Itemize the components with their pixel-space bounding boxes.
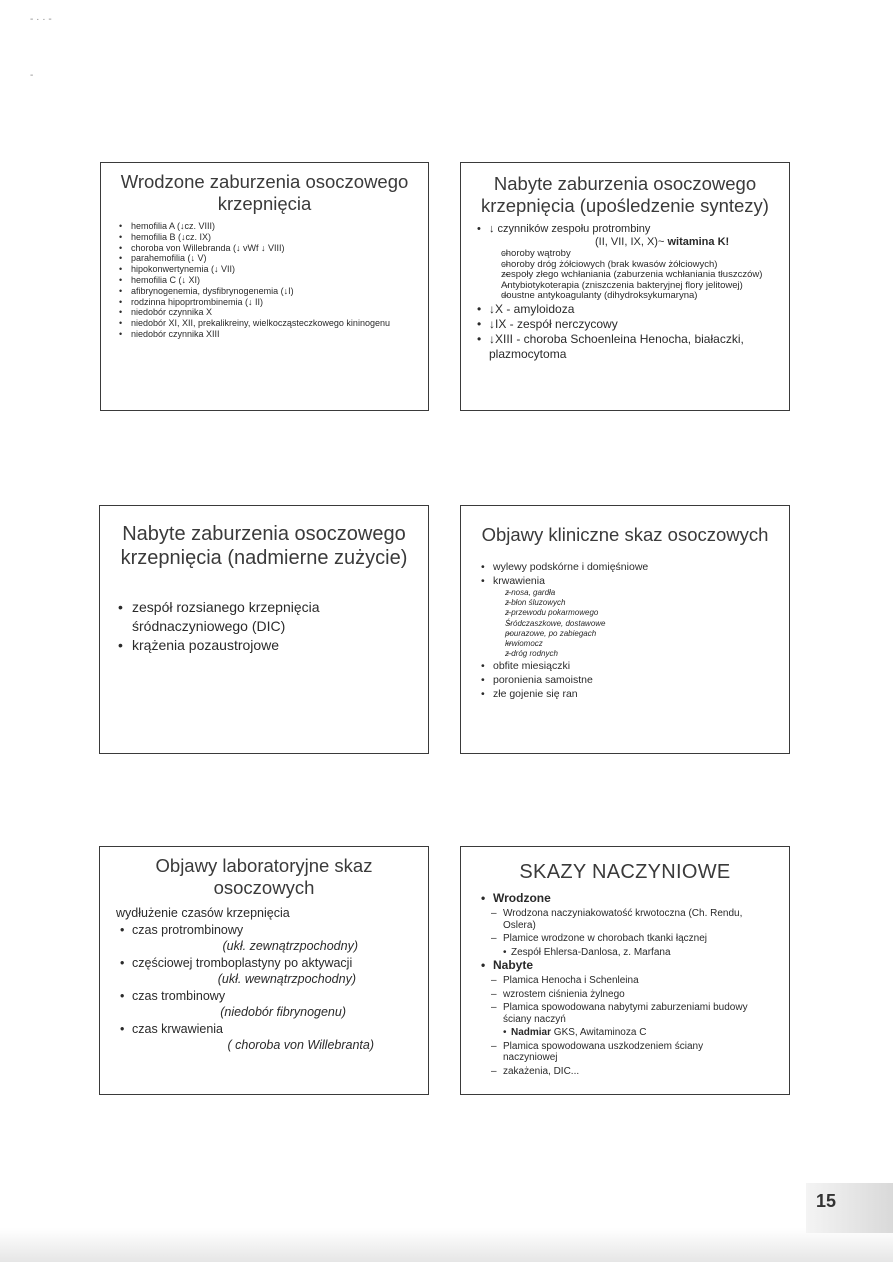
slide-title: Objawy kliniczne skaz osoczowych (481, 524, 769, 545)
vitamin-k-emphasis: witamina K! (667, 236, 730, 248)
list-item: • hemofilia C (↓ XI) (115, 275, 414, 286)
list-item: • obfite miesiączki (477, 659, 777, 673)
list-item-note: (niedobór fibrynogenu) (220, 1005, 346, 1019)
sub-item: – zespoły złego wchłaniania (zaburzenia wchłaniania tłuszczów) (489, 270, 779, 281)
list-item: • hemofilia A (↓cz. VIII) (115, 221, 414, 232)
list-item: • choroba von Willebranda (↓ vWf ↓ VIII) (115, 243, 414, 254)
bullet-list (477, 891, 777, 1077)
scan-mark: - · · - (30, 14, 52, 25)
scan-mark: - (30, 70, 34, 81)
list-item: • złe gojenie się ran (477, 687, 777, 701)
sub-list (489, 249, 779, 302)
bullet-list (116, 922, 414, 1053)
list-item: • czas protrombinowy (116, 922, 414, 938)
list-item: • niedobór XI, XII, prekalikreiny, wielkocząsteczkowego kininogenu (115, 318, 414, 329)
list-item: • wylewy podskórne i domięśniowe (477, 560, 777, 574)
sub-item: – zakażenia, DIC... (477, 1066, 777, 1078)
list-item: • poronienia samoistne (477, 673, 777, 687)
sub-item: – Plamica Henocha i Schenleina (477, 975, 777, 987)
slide-objawy-kliniczne (460, 505, 790, 754)
bullet-list (114, 598, 414, 655)
slide-title: Nabyte zaburzenia osoczowego krzepnięcia (upośledzenie syntezy) (481, 173, 769, 216)
sub-sub-item: • Zespół Ehlersa-Danlosa, z. Marfana (477, 947, 777, 959)
sub-item: – z dróg rodnych (493, 649, 777, 659)
sub-sub-item (477, 1027, 777, 1039)
list-item-text: krwawienia (493, 575, 545, 587)
sub-item: – doustne antykoagulanty (dihydroksykumaryna) (489, 291, 779, 302)
sub-list (493, 588, 777, 659)
list-item: • krążenia pozaustrojowe (114, 636, 414, 655)
list-item: • czas trombinowy (116, 988, 414, 1004)
list-item-note: (ukł. zewnątrzpochodny) (222, 939, 358, 953)
slide-title: Objawy laboratoryjne skaz osoczowych (155, 855, 373, 898)
bullet-list (473, 223, 779, 362)
list-item: • zespół rozsianego krzepnięcia śródnaczyniowego (DIC) (114, 598, 414, 636)
list-item-note: (ukł. wewnątrzpochodny) (217, 972, 356, 986)
sub-item: – Wrodzona naczyniakowatość krwotoczna (Ch. Rendu, Oslera) (477, 908, 777, 931)
list-item-text: ↓ czynników zespołu protrombiny (489, 223, 651, 235)
page-number: 15 (806, 1183, 893, 1233)
list-item: • ↓XIII - choroba Schoenleina Henocha, białaczki, plazmocytoma (473, 332, 779, 362)
sub-item: – wzrostem ciśnienia żylnego (477, 989, 777, 1001)
list-item: • niedobór czynnika XIII (115, 329, 414, 340)
factor-list: (II, VII, IX, X)~ (595, 236, 665, 248)
sub-item: – Plamica spowodowana nabytymi zaburzeniami budowy ściany naczyń (477, 1002, 777, 1025)
sub-item: – krwiomocz (493, 639, 777, 649)
sub-item: – z nosa, gardła (493, 588, 777, 598)
sub-item: – z błon śluzowych (493, 598, 777, 608)
sub-item: – z przewodu pokarmowego (493, 608, 777, 618)
slide-title: SKAZY NACZYNIOWE (519, 861, 731, 883)
group-heading: • Wrodzone (477, 891, 777, 906)
sub-item: – choroby dróg żółciowych (brak kwasów żółciowych) (489, 260, 779, 271)
sub-item: – choroby wątroby (489, 249, 779, 260)
sub-item: – Śródczaszkowe, dostawowe (493, 619, 777, 629)
list-item: • ↓IX - zespół nerczycowy (473, 317, 779, 332)
list-item: • niedobór czynnika X (115, 307, 414, 318)
list-item: • rodzinna hipoprtrombinemia (↓ II) (115, 297, 414, 308)
list-item (477, 574, 777, 659)
group-content (477, 908, 777, 958)
slide-nabyte-nadmierne-zuzycie (99, 505, 429, 754)
list-item: • parahemofilia (↓ V) (115, 253, 414, 264)
sub-list (477, 908, 777, 958)
sub-sub-item-text: GKS, Awitaminoza C (553, 1027, 647, 1038)
slide-skazy-naczyniowe (460, 846, 790, 1095)
list-item: • czas krwawienia (116, 1021, 414, 1037)
list-item: • hipokonwertynemia (↓ VII) (115, 264, 414, 275)
list-item-note: ( choroba von Willebranta) (227, 1038, 374, 1052)
slide-body (116, 905, 414, 1053)
bullet-list (115, 221, 414, 340)
list-item: • ↓X - amyloidoza (473, 302, 779, 317)
sub-item: – Plamice wrodzone w chorobach tkanki łącznej (477, 933, 777, 945)
group-content (477, 975, 777, 1077)
list-item: • częściowej tromboplastyny po aktywacji (116, 955, 414, 971)
slide-title: Nabyte zaburzenia osoczowego krzepnięcia (nadmierne zużycie) (120, 523, 408, 569)
list-item (473, 223, 779, 302)
bullet-list (477, 560, 777, 701)
slide-objawy-laboratoryjne (99, 846, 429, 1095)
list-item: • afibrynogenemia, dysfibrynogenemia (↓I) (115, 286, 414, 297)
sub-sub-item-bold: Nadmiar (511, 1027, 552, 1038)
scan-shadow (0, 1228, 893, 1262)
list-item-continuation (489, 236, 729, 248)
lead-text: wydłużenie czasów krzepnięcia (116, 906, 290, 920)
slide-wrodzone-zaburzenia (100, 162, 429, 411)
sub-item: – pourazowe, po zabiegach (493, 629, 777, 639)
sub-item: – Antybiotykoterapia (zniszczenia bakteryjnej flory jelitowej) (489, 281, 779, 292)
slide-nabyte-upośledzenie-syntezy (460, 162, 790, 411)
group-heading: • Nabyte (477, 958, 777, 973)
list-item: • hemofilia B (↓cz. IX) (115, 232, 414, 243)
sub-list (477, 975, 777, 1077)
sub-item: – Plamica spowodowana uszkodzeniem ściany naczyniowej (477, 1041, 777, 1064)
slide-title: Wrodzone zaburzenia osoczowego krzepnięcia (120, 171, 409, 214)
